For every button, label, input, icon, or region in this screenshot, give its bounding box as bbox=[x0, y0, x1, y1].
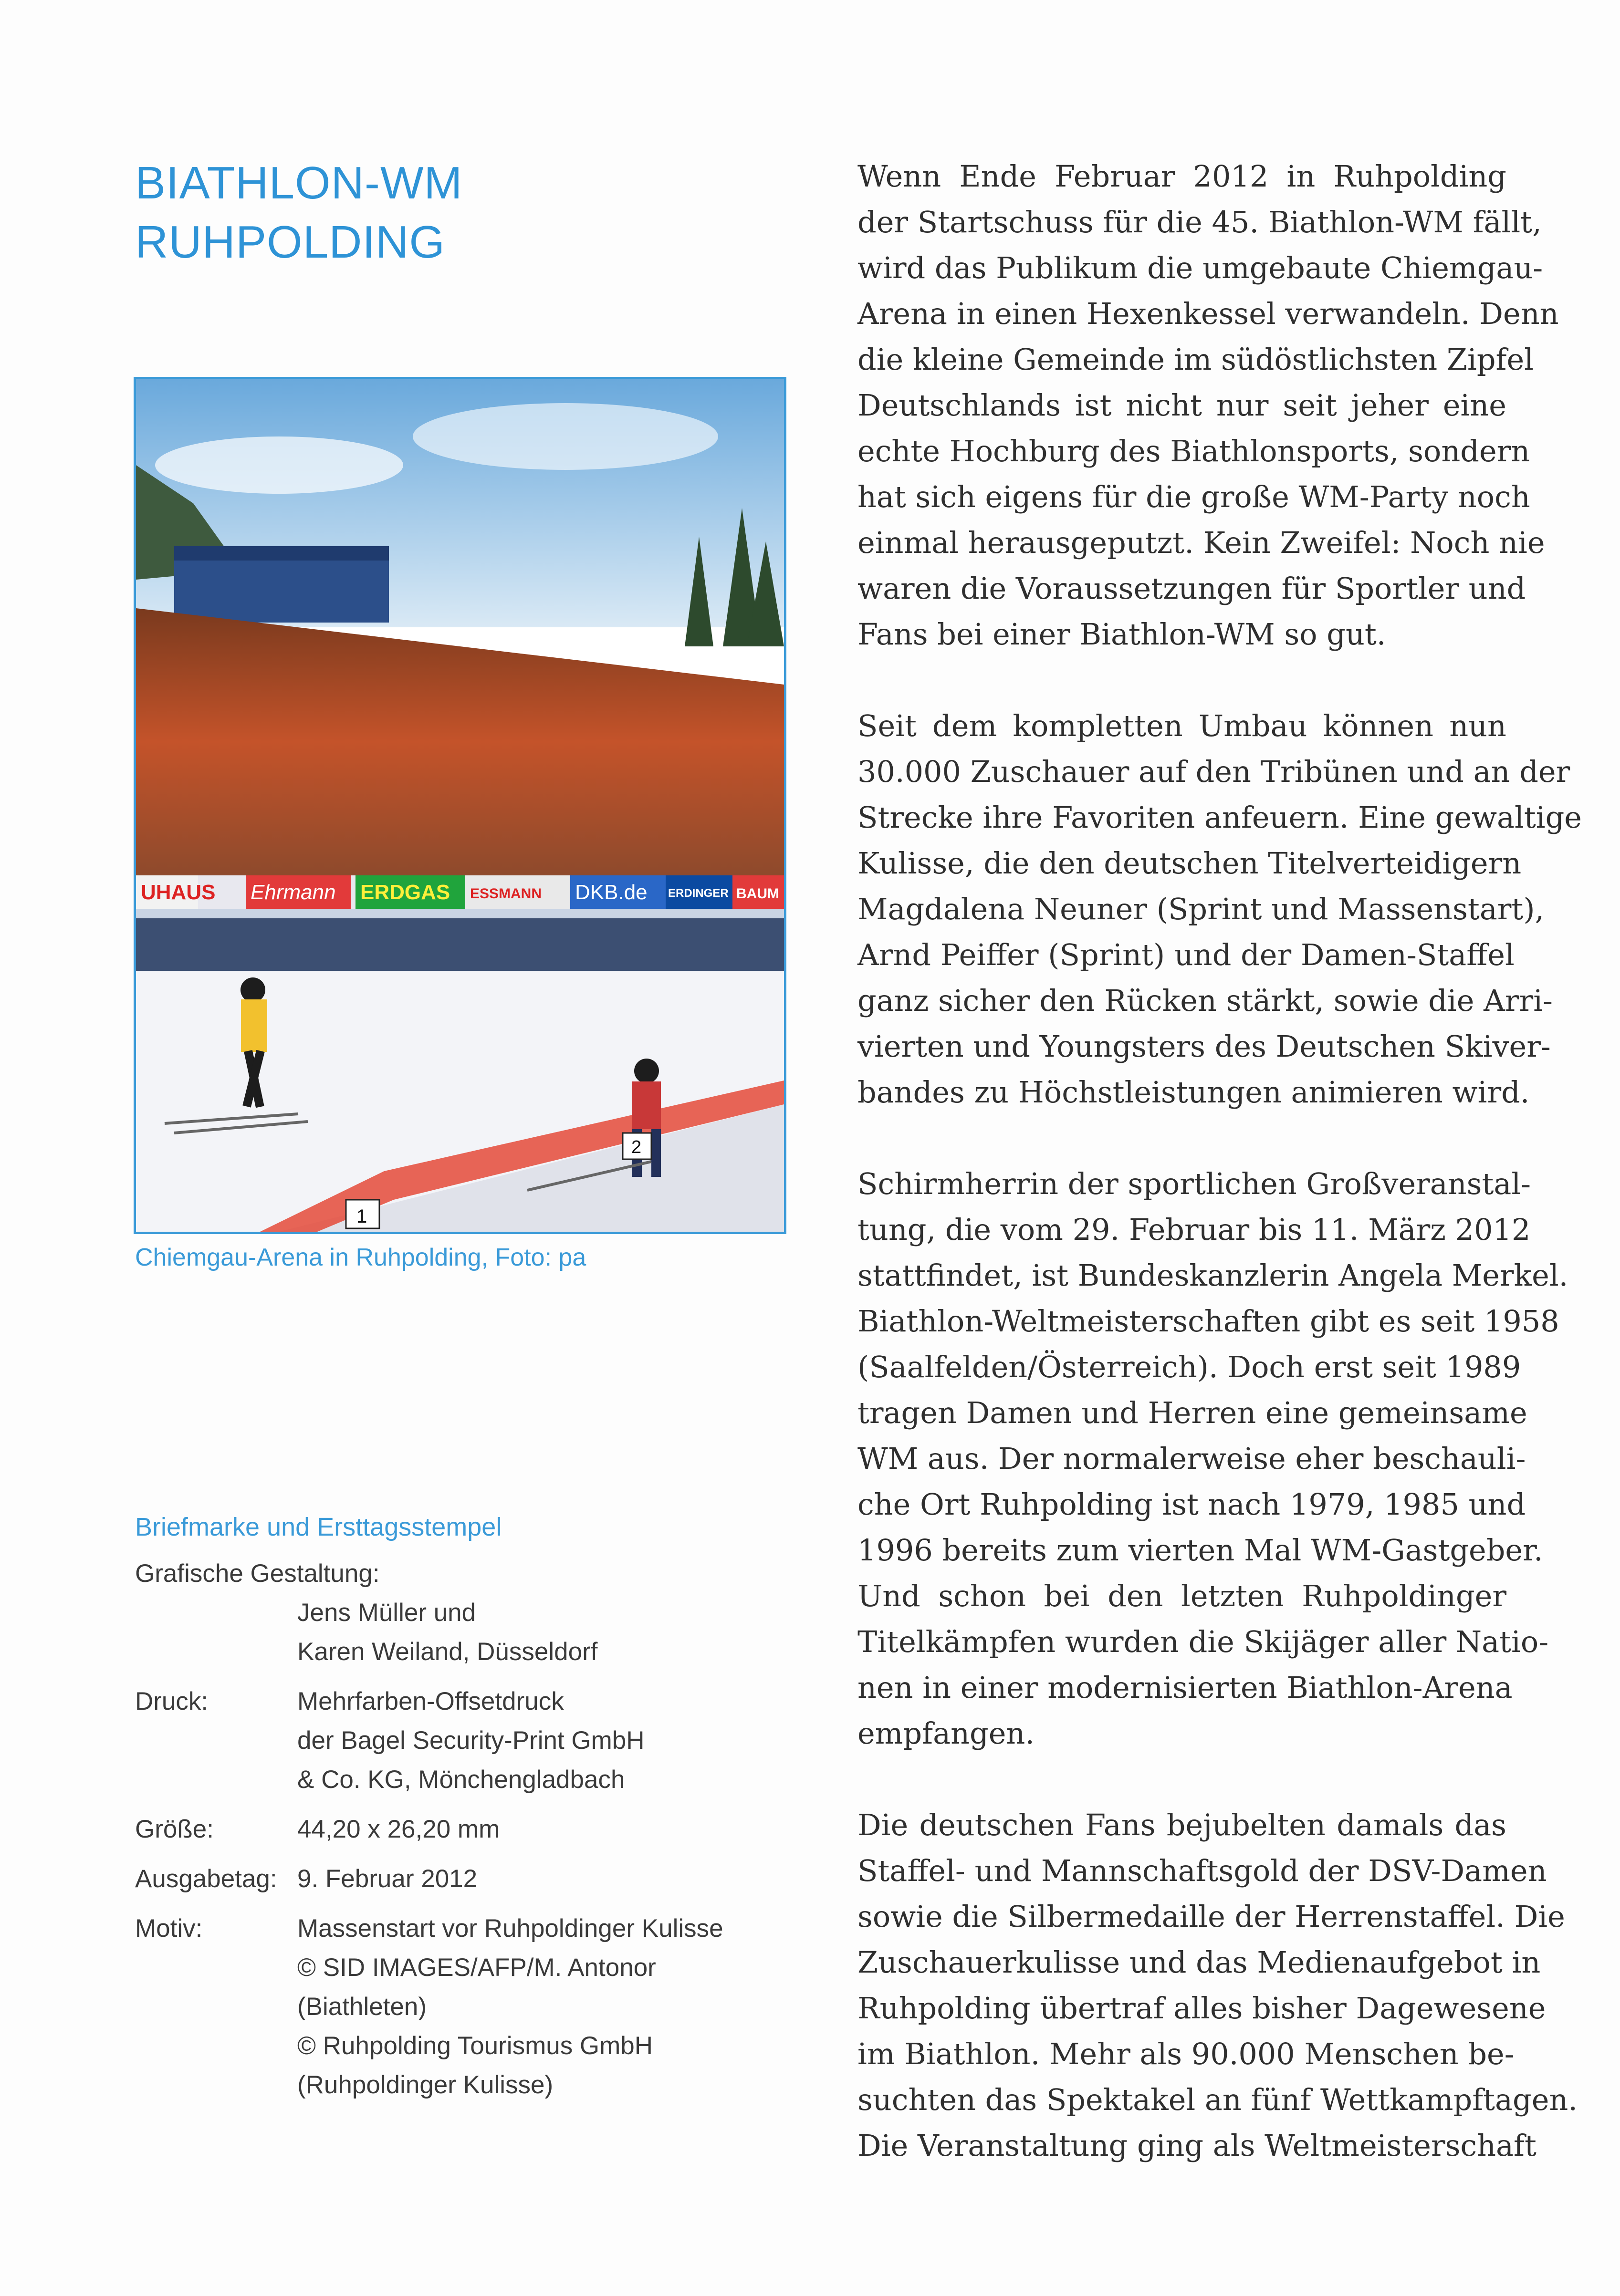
p3-line: empfangen. bbox=[857, 1716, 1035, 1751]
stamp-facts bbox=[135, 1507, 765, 2115]
p4-line: Ruhpolding übertraf alles bisher Dagewesene bbox=[857, 1991, 1546, 2026]
paragraph-4 bbox=[857, 1802, 1578, 2169]
facts-heading: Briefmarke und Ersttagsstempel bbox=[135, 1513, 502, 1541]
p2-line: Magdalena Neuner (Sprint und Massenstart), bbox=[857, 892, 1545, 926]
p1-line: echte Hochburg des Biathlonsports, sondern bbox=[857, 434, 1530, 468]
design-line-2: Karen Weiland, Düsseldorf bbox=[297, 1638, 598, 1666]
article-body bbox=[857, 154, 1582, 2169]
date-row bbox=[135, 1860, 765, 1899]
motif-line-3: (Biathleten) bbox=[297, 1993, 427, 2021]
p3-line: Schirmherrin der sportlichen Großveranstal- bbox=[857, 1166, 1531, 1201]
p3-line: stattfindet, ist Bundeskanzlerin Angela Merkel. bbox=[857, 1258, 1568, 1293]
page-title bbox=[135, 154, 463, 272]
print-line-3: & Co. KG, Mönchengladbach bbox=[297, 1766, 625, 1794]
banner-text-4: ESSMANN bbox=[470, 886, 542, 902]
design-value bbox=[135, 1593, 765, 1672]
motif-line-5: (Ruhpoldinger Kulisse) bbox=[297, 2071, 554, 2099]
banner-text-6: ERDINGER bbox=[668, 887, 729, 900]
design-label: Grafische Gestaltung: bbox=[135, 1559, 380, 1588]
p1-line: Deutschlands ist nicht nur seit jeher eine bbox=[857, 388, 1506, 423]
print-line-1: Mehrfarben-Offsetdruck bbox=[297, 1687, 564, 1715]
p4-line: Staffel- und Mannschaftsgold der DSV-Damen bbox=[857, 1853, 1547, 1888]
p3-line: Und schon bei den letzten Ruhpoldinger bbox=[857, 1579, 1506, 1613]
paragraph-3 bbox=[857, 1161, 1568, 1756]
p1-line: Arena in einen Hexenkessel verwandeln. Denn bbox=[857, 296, 1559, 331]
p4-line: Zuschauerkulisse und das Medienaufgebot in bbox=[857, 1945, 1541, 1980]
p2-line: Seit dem kompletten Umbau können nun bbox=[857, 708, 1506, 743]
arena-photo bbox=[134, 377, 786, 1234]
date-label: Ausgabetag: bbox=[135, 1865, 277, 1893]
p1-line: der Startschuss für die 45. Biathlon-WM fällt, bbox=[857, 205, 1542, 239]
paragraph-2 bbox=[857, 703, 1582, 1115]
photo-caption: Chiemgau-Arena in Ruhpolding, Foto: pa bbox=[135, 1244, 586, 1271]
banner-text-1: UHAUS bbox=[141, 881, 216, 904]
date-value: 9. Februar 2012 bbox=[297, 1865, 478, 1893]
motif-row bbox=[135, 1909, 765, 2105]
title-line-2: RUHPOLDING bbox=[135, 217, 446, 268]
p3-line: Biathlon-Weltmeisterschaften gibt es seit 1958 bbox=[857, 1304, 1559, 1339]
size-label: Größe: bbox=[135, 1815, 214, 1843]
p3-line: nen in einer modernisierten Biathlon-Arena bbox=[857, 1670, 1513, 1705]
p3-line: che Ort Ruhpolding ist nach 1979, 1985 und bbox=[857, 1487, 1526, 1522]
banner-text-5: DKB.de bbox=[575, 881, 648, 904]
print-label: Druck: bbox=[135, 1687, 209, 1715]
size-row bbox=[135, 1810, 765, 1849]
paragraph-1 bbox=[857, 154, 1559, 657]
bib-number-2: 2 bbox=[631, 1137, 642, 1157]
arena-illustration bbox=[136, 379, 784, 1232]
p2-line: vierten und Youngsters des Deutschen Skiver- bbox=[857, 1029, 1551, 1064]
p4-line: sowie die Silbermedaille der Herrenstaffel. Die bbox=[857, 1899, 1565, 1934]
print-line-2: der Bagel Security-Print GmbH bbox=[297, 1726, 645, 1755]
banner-text-2: Ehrmann bbox=[251, 881, 336, 904]
p1-line: einmal herausgeputzt. Kein Zweifel: Noch nie bbox=[857, 525, 1545, 560]
p1-line: die kleine Gemeinde im südöstlichsten Zipfel bbox=[857, 342, 1534, 377]
motif-line-2: © SID IMAGES/AFP/M. Antonor bbox=[297, 1953, 656, 1982]
design-row bbox=[135, 1554, 765, 1672]
banner-text-7: BAUM bbox=[736, 886, 779, 902]
p4-line: Die Veranstaltung ging als Weltmeisterschaft bbox=[857, 2128, 1536, 2163]
motif-line-1: Massenstart vor Ruhpoldinger Kulisse bbox=[297, 1914, 723, 1943]
print-value bbox=[297, 1682, 765, 1799]
p3-line: tragen Damen und Herren eine gemeinsame bbox=[857, 1395, 1527, 1430]
p3-line: WM aus. Der normalerweise eher beschauli- bbox=[857, 1441, 1526, 1476]
p1-line: waren die Voraussetzungen für Sportler und bbox=[857, 571, 1526, 606]
p1-line: wird das Publikum die umgebaute Chiemgau- bbox=[857, 250, 1543, 285]
banner-text-3: ERDGAS bbox=[360, 881, 450, 904]
motif-line-4: © Ruhpolding Tourismus GmbH bbox=[297, 2032, 653, 2060]
p4-line: suchten das Spektakel an fünf Wettkampftagen. bbox=[857, 2082, 1578, 2117]
motif-label: Motiv: bbox=[135, 1914, 203, 1943]
p3-line: Titelkämpfen wurden die Skijäger aller Natio- bbox=[857, 1624, 1549, 1659]
print-row bbox=[135, 1682, 765, 1799]
p2-line: ganz sicher den Rücken stärkt, sowie die Arri- bbox=[857, 983, 1553, 1018]
p1-line: Wenn Ende Februar 2012 in Ruhpolding bbox=[857, 159, 1506, 194]
p2-line: Arnd Peiffer (Sprint) und der Damen-Staffel bbox=[857, 937, 1515, 972]
p2-line: Kulisse, die den deutschen Titelverteidigern bbox=[857, 846, 1522, 881]
design-line-1: Jens Müller und bbox=[297, 1599, 476, 1627]
p2-line: 30.000 Zuschauer auf den Tribünen und an der bbox=[857, 754, 1570, 789]
p3-line: (Saalfelden/Österreich). Doch erst seit 1989 bbox=[857, 1350, 1521, 1384]
title-line-1: BIATHLON-WM bbox=[135, 157, 463, 208]
bib-number-1: 1 bbox=[356, 1206, 367, 1227]
p4-line: Die deutschen Fans bejubelten damals das bbox=[857, 1808, 1506, 1842]
motif-value bbox=[297, 1909, 765, 2105]
p4-line: im Biathlon. Mehr als 90.000 Menschen be- bbox=[857, 2036, 1515, 2071]
p1-line: Fans bei einer Biathlon-WM so gut. bbox=[857, 617, 1386, 652]
p3-line: 1996 bereits zum vierten Mal WM-Gastgeber. bbox=[857, 1533, 1543, 1568]
p3-line: tung, die vom 29. Februar bis 11. März 2012 bbox=[857, 1212, 1531, 1247]
p2-line: bandes zu Höchstleistungen animieren wird. bbox=[857, 1075, 1530, 1110]
p2-line: Strecke ihre Favoriten anfeuern. Eine gewaltige bbox=[857, 800, 1582, 835]
p1-line: hat sich eigens für die große WM-Party noch bbox=[857, 479, 1530, 514]
size-value: 44,20 x 26,20 mm bbox=[297, 1815, 500, 1843]
